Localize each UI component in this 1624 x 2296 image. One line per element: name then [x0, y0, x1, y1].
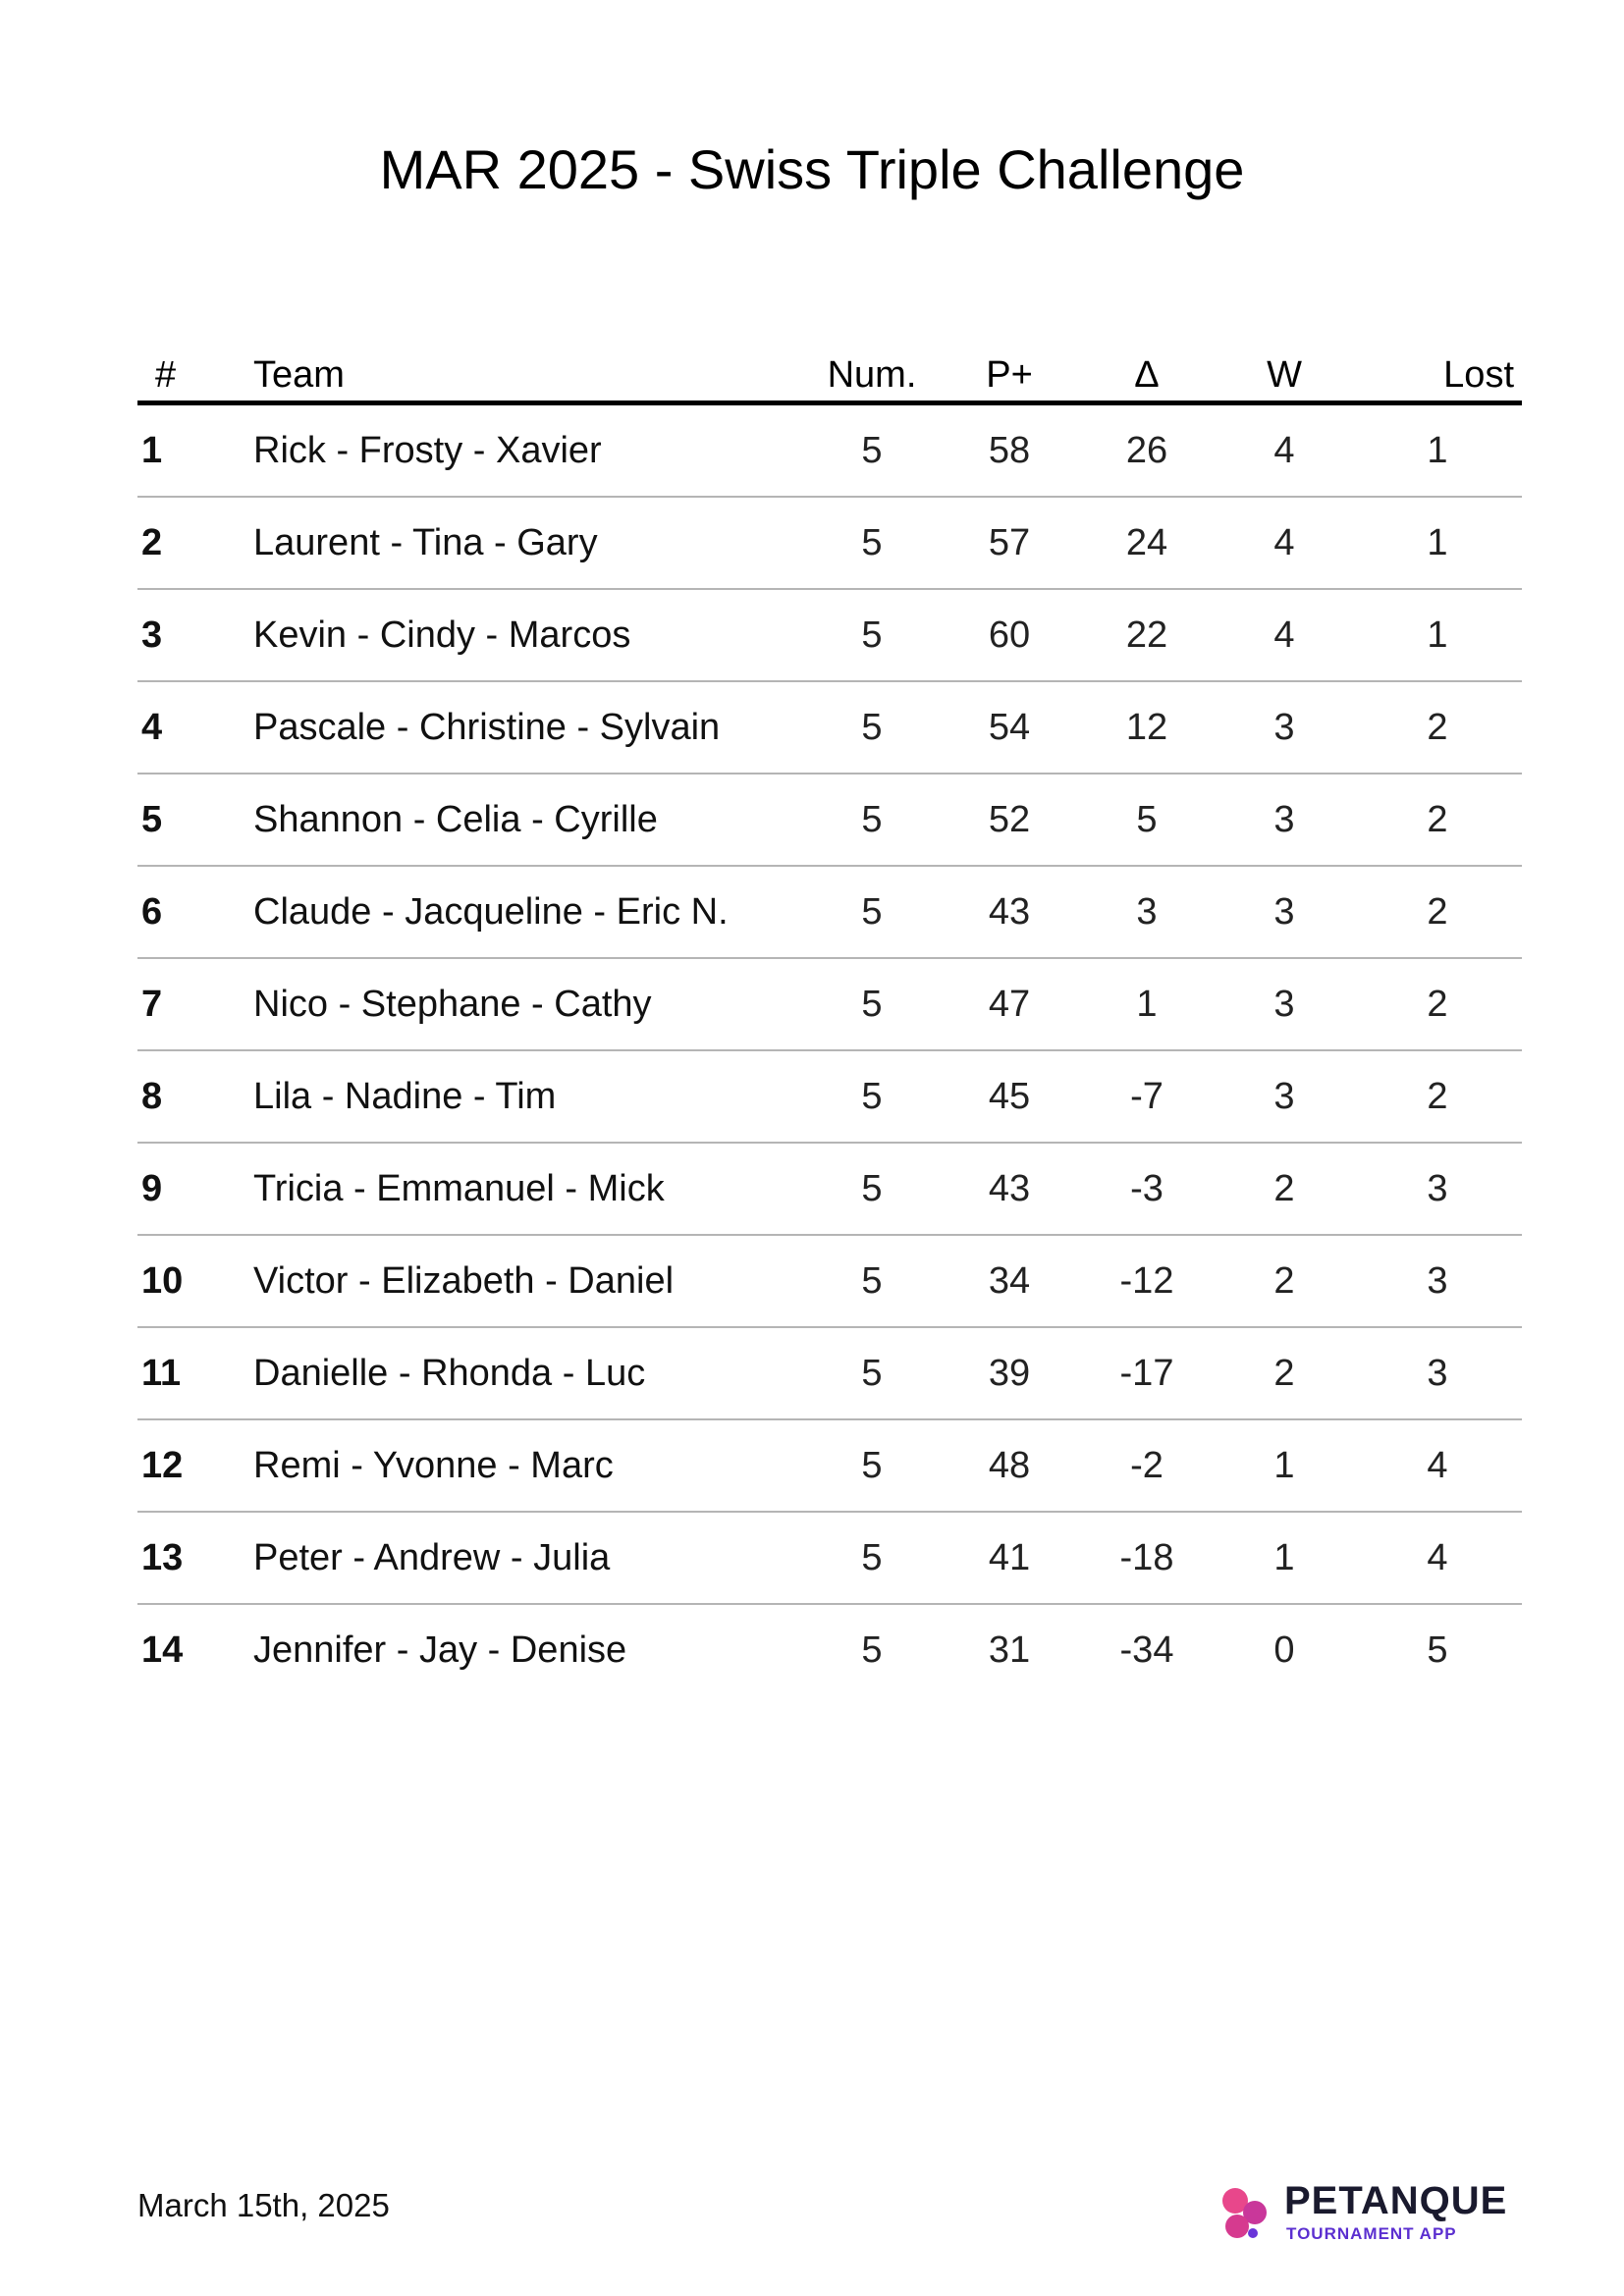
cell-diff: -7: [1078, 1050, 1216, 1143]
cell-rank: 8: [137, 1050, 253, 1143]
cell-lost: 3: [1353, 1327, 1522, 1419]
cell-lost: 4: [1353, 1419, 1522, 1512]
table-row: [137, 497, 1522, 589]
cell-diff: 1: [1078, 958, 1216, 1050]
cell-wins: 0: [1273, 1629, 1295, 1671]
cell-points: 39: [941, 1327, 1078, 1419]
logo-tagline: TOURNAMENT APP: [1286, 2224, 1457, 2243]
cell-team: Tricia - Emmanuel - Mick: [253, 1143, 803, 1235]
cell-wins: 3: [1216, 958, 1353, 1050]
cell-wins: 4: [1216, 497, 1353, 589]
cell-rank: 6: [137, 866, 253, 958]
cell-lost: 2: [1353, 958, 1522, 1050]
cell-diff: -12: [1078, 1235, 1216, 1327]
cell-team: Remi - Yvonne - Marc: [253, 1419, 803, 1512]
cell-points: 34: [941, 1235, 1078, 1327]
logo-jack-purple: [1248, 2228, 1258, 2238]
cell-points: 45: [941, 1050, 1078, 1143]
petanque-logo: [1218, 2179, 1508, 2248]
header-lost: Lost: [1353, 338, 1522, 403]
cell-lost: 5: [1427, 1629, 1448, 1671]
table-row: [137, 681, 1522, 774]
cell-lost: 2: [1353, 774, 1522, 866]
footer-date: March 15th, 2025: [137, 2187, 390, 2223]
logo-wordmark: PETANQUE: [1284, 2179, 1508, 2222]
cell-team: Jennifer - Jay - Denise: [253, 1629, 627, 1671]
cell-num: 5: [803, 1143, 941, 1235]
cell-team: Laurent - Tina - Gary: [253, 497, 803, 589]
cell-rank: 2: [137, 497, 253, 589]
cell-num: 5: [803, 866, 941, 958]
cell-diff: -3: [1078, 1143, 1216, 1235]
cell-num: 5: [803, 774, 941, 866]
cell-num: 5: [803, 1419, 941, 1512]
boules-logo-icon: [1218, 2183, 1276, 2242]
table-row: [137, 958, 1522, 1050]
header-points: P+: [941, 338, 1078, 403]
header-wins: W: [1216, 338, 1353, 403]
cell-points: 47: [941, 958, 1078, 1050]
table-row: [137, 589, 1522, 681]
cell-num: 5: [803, 681, 941, 774]
cell-team: Lila - Nadine - Tim: [253, 1050, 803, 1143]
cell-points: 48: [941, 1419, 1078, 1512]
cell-lost: 2: [1353, 1050, 1522, 1143]
cell-diff: 12: [1078, 681, 1216, 774]
cell-diff: 24: [1078, 497, 1216, 589]
cell-team: Victor - Elizabeth - Daniel: [253, 1235, 803, 1327]
cell-team: Claude - Jacqueline - Eric N.: [253, 866, 803, 958]
header-team: Team: [253, 338, 803, 403]
table-row: [137, 1604, 1522, 1695]
cell-rank: 5: [137, 774, 253, 866]
cell-team: Nico - Stephane - Cathy: [253, 958, 803, 1050]
cell-points: 57: [941, 497, 1078, 589]
cell-diff: 5: [1078, 774, 1216, 866]
cell-rank: 10: [137, 1235, 253, 1327]
cell-rank: 4: [137, 681, 253, 774]
cell-team: Kevin - Cindy - Marcos: [253, 589, 803, 681]
cell-wins: 3: [1216, 681, 1353, 774]
cell-num: 5: [803, 1512, 941, 1604]
table-row: [137, 1050, 1522, 1143]
header-rank: #: [137, 338, 253, 403]
page-title: MAR 2025 - Swiss Triple Challenge: [379, 138, 1245, 200]
cell-num: 5: [803, 958, 941, 1050]
logo-boule-rose: [1225, 2215, 1249, 2238]
cell-rank: 9: [137, 1143, 253, 1235]
cell-diff: 26: [1078, 403, 1216, 498]
cell-wins: 1: [1216, 1512, 1353, 1604]
cell-num: 5: [803, 497, 941, 589]
cell-points: 31: [988, 1629, 1031, 1671]
cell-diff: -34: [1119, 1629, 1174, 1671]
cell-points: 43: [941, 1143, 1078, 1235]
cell-rank: 12: [137, 1419, 253, 1512]
table-row: [137, 1235, 1522, 1327]
cell-num: 5: [861, 1629, 883, 1671]
cell-wins: 3: [1216, 866, 1353, 958]
cell-rank: 11: [137, 1327, 253, 1419]
cell-lost: 1: [1353, 403, 1522, 498]
cell-num: 5: [803, 403, 941, 498]
cell-lost: 1: [1353, 497, 1522, 589]
cell-diff: 3: [1078, 866, 1216, 958]
cell-lost: 2: [1353, 681, 1522, 774]
cell-wins: 4: [1216, 589, 1353, 681]
table-header-row: [137, 338, 1522, 403]
cell-team: Peter - Andrew - Julia: [253, 1512, 803, 1604]
cell-wins: 2: [1216, 1235, 1353, 1327]
cell-points: 52: [941, 774, 1078, 866]
cell-wins: 2: [1216, 1143, 1353, 1235]
table-row: [137, 866, 1522, 958]
cell-rank: 1: [137, 403, 253, 498]
cell-num: 5: [803, 1235, 941, 1327]
header-diff: Δ: [1078, 338, 1216, 403]
cell-team: Rick - Frosty - Xavier: [253, 403, 803, 498]
cell-points: 43: [941, 866, 1078, 958]
cell-points: 54: [941, 681, 1078, 774]
table-row: [137, 1512, 1522, 1604]
table-row: [137, 1143, 1522, 1235]
cell-rank: 14: [141, 1629, 184, 1671]
cell-rank: 3: [137, 589, 253, 681]
standings-table: [137, 338, 1522, 1695]
cell-diff: 22: [1078, 589, 1216, 681]
cell-wins: 3: [1216, 774, 1353, 866]
cell-wins: 3: [1216, 1050, 1353, 1143]
cell-lost: 1: [1353, 589, 1522, 681]
standings-body: [137, 403, 1522, 1696]
cell-diff: -18: [1078, 1512, 1216, 1604]
cell-points: 60: [941, 589, 1078, 681]
header-num: Num.: [803, 338, 941, 403]
cell-wins: 2: [1216, 1327, 1353, 1419]
cell-rank: 7: [137, 958, 253, 1050]
cell-wins: 1: [1216, 1419, 1353, 1512]
table-row: [137, 1419, 1522, 1512]
table-row: [137, 1327, 1522, 1419]
cell-points: 41: [941, 1512, 1078, 1604]
cell-team: Pascale - Christine - Sylvain: [253, 681, 803, 774]
cell-lost: 3: [1353, 1143, 1522, 1235]
cell-lost: 3: [1353, 1235, 1522, 1327]
cell-wins: 4: [1216, 403, 1353, 498]
cell-rank: 13: [137, 1512, 253, 1604]
cell-lost: 2: [1353, 866, 1522, 958]
cell-team: Danielle - Rhonda - Luc: [253, 1327, 803, 1419]
table-row: [137, 403, 1522, 498]
cell-points: 58: [941, 403, 1078, 498]
cell-diff: -2: [1078, 1419, 1216, 1512]
cell-num: 5: [803, 1327, 941, 1419]
cell-lost: 4: [1353, 1512, 1522, 1604]
table-row: [137, 774, 1522, 866]
cell-team: Shannon - Celia - Cyrille: [253, 774, 803, 866]
cell-num: 5: [803, 589, 941, 681]
cell-num: 5: [803, 1050, 941, 1143]
cell-diff: -17: [1078, 1327, 1216, 1419]
